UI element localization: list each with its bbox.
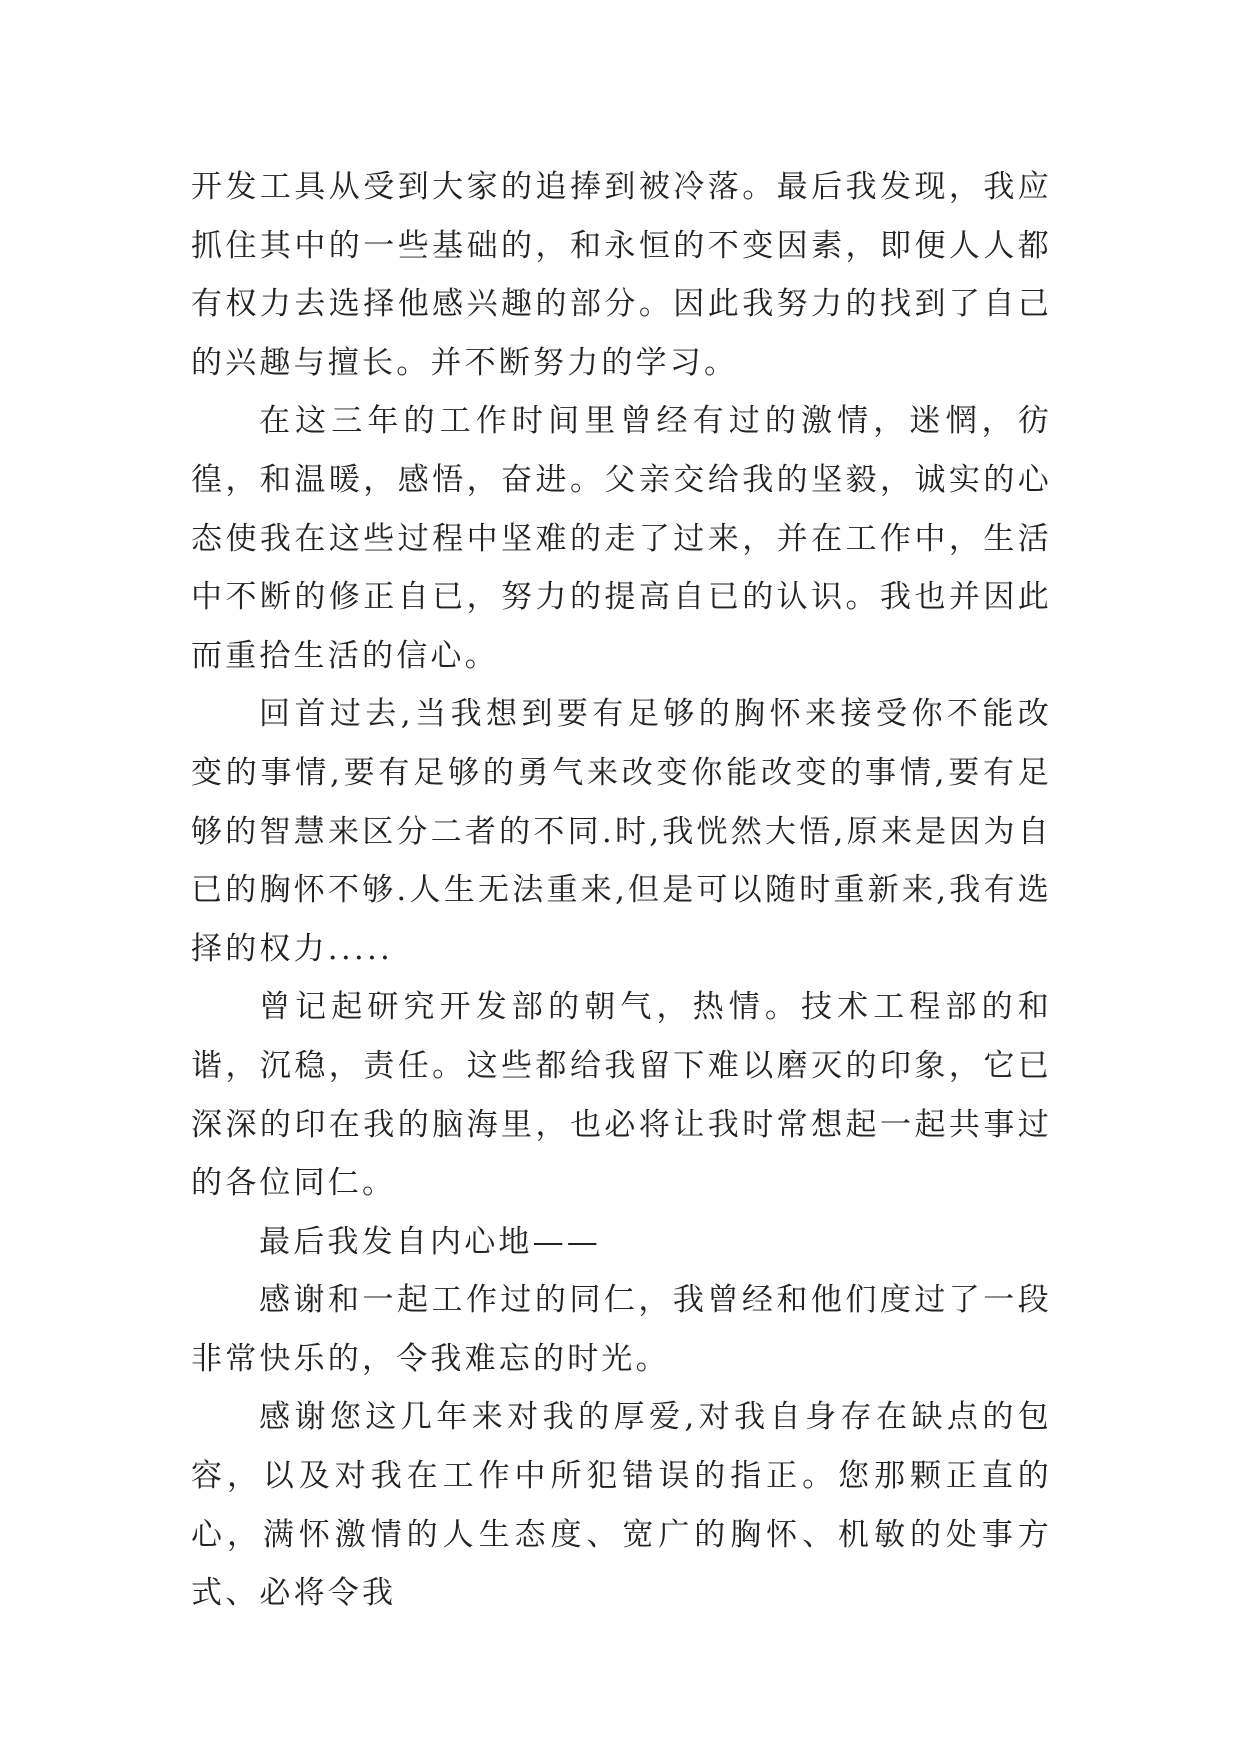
paragraph-2: 在这三年的工作时间里曾经有过的激情，迷惘，彷徨，和温暖，感悟，奋进。父亲交给我的坚毅，诚实的心态使我在这些过程中坚难的走了过来，并在工作中，生活中不断的修正自已，努力的提高自已的认识。我也并因此而重拾生活的信心。 xyxy=(191,403,1052,674)
paragraph-4: 曾记起研究开发部的朝气，热情。技术工程部的和谐，沉稳，责任。这些都给我留下难以磨灭的印象，它已深深的印在我的脑海里，也必将让我时常想起一起共事过的各位同仁。 xyxy=(191,989,1052,1202)
paragraph-6: 感谢和一起工作过的同仁，我曾经和他们度过了一段非常快乐的，令我难忘的时光。 xyxy=(191,1282,1052,1377)
paragraph-3: 回首过去,当我想到要有足够的胸怀来接受你不能改变的事情,要有足够的勇气来改变你能改变的事情,要有足够的智慧来区分二者的不同.时,我恍然大悟,原来是因为自已的胸怀不够.人生无法重来,但是可以随时重新来,我有选择的权力..... xyxy=(191,696,1052,967)
paragraph-7: 感谢您这几年来对我的厚爱,对我自身存在缺点的包容，以及对我在工作中所犯错误的指正。您那颗正直的心，满怀激情的人生态度、宽广的胸怀、机敏的处事方式、必将令我 xyxy=(191,1399,1052,1612)
paragraph-1: 开发工具从受到大家的追捧到被冷落。最后我发现，我应抓住其中的一些基础的，和永恒的不变因素，即便人人都有权力去选择他感兴趣的部分。因此我努力的找到了自己的兴趣与擅长。并不断努力的学习。 xyxy=(191,169,1052,381)
document-body xyxy=(191,158,1052,1623)
paragraph-5: 最后我发自内心地—— xyxy=(259,1223,601,1260)
